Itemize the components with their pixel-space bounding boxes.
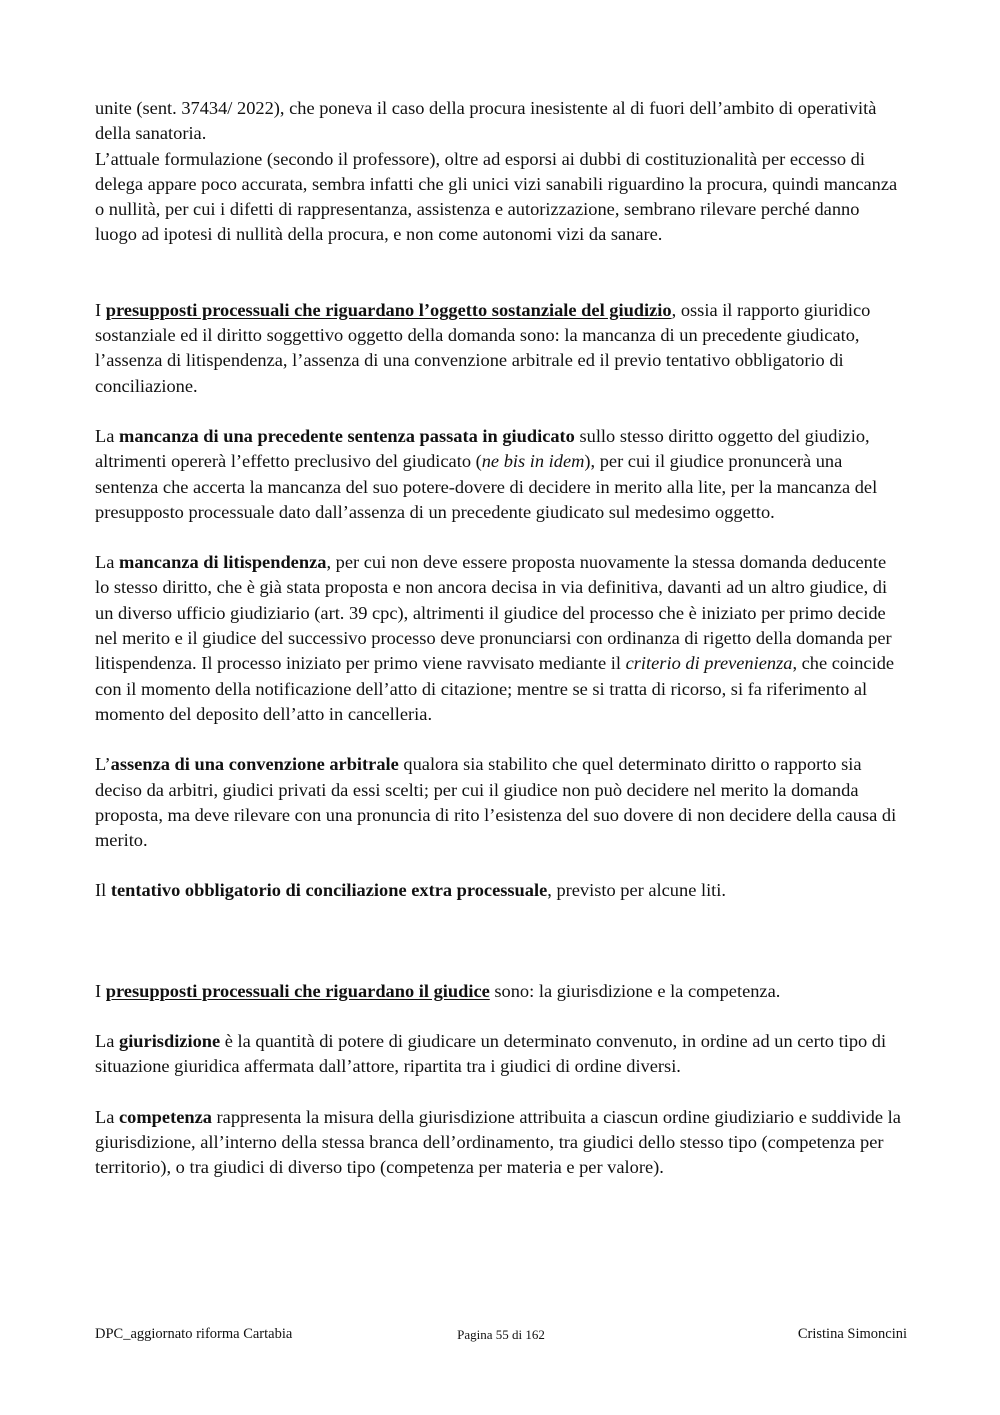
- paragraph-text: , che coincide con il momento della notificazione dell’atto di citazione; mentre se si tratta di ricorso, si fa riferimento al momento del deposito dell’atto in cancelleria.: [95, 653, 895, 724]
- paragraph-presupposti-oggetto: [95, 298, 905, 399]
- paragraph-text: , ossia il rapporto giuridico sostanziale ed il diritto soggettivo oggetto della domanda sono: la mancanza di un precedente giudicato, l’assenza di litispendenza, l’assenza di una convenzione arbitrale ed il previo tentativo obbligatorio di conciliazione.: [95, 299, 871, 396]
- bold-term: mancanza di una precedente sentenza passata in giudicato: [119, 425, 575, 446]
- paragraph-text: La: [95, 1106, 119, 1127]
- footer-document-title: DPC_aggiornato riforma Cartabia: [95, 1326, 293, 1342]
- paragraph-text: è la quantità di potere di giudicare un determinato convenuto, in ordine ad un certo tipo di situazione giuridica affermata dall’attore, ripartita tra i giudici di ordine diversi.: [95, 1031, 887, 1077]
- section-heading-giudice: presupposti processuali che riguardano il giudice: [105, 980, 490, 1001]
- paragraph-text: Il: [95, 880, 111, 901]
- italic-term: criterio di prevenienza: [625, 653, 793, 674]
- paragraph-current-formulation: [95, 147, 905, 248]
- italic-term: ne bis in idem: [481, 451, 585, 472]
- paragraph-text: La: [95, 1031, 119, 1052]
- paragraph-sanatoria-ruling: [95, 96, 905, 147]
- paragraph-text: rappresenta la misura della giurisdizione attribuita a ciascun ordine giudiziario e suddivide la giurisdizione, all’interno della stessa branca dell’ordinamento, tra giudici dello stesso tipo (competenza per territorio), o tra giudici di diverso tipo (competenza per materia e per valore).: [95, 1106, 901, 1178]
- paragraph-text: L’: [95, 754, 111, 775]
- bold-term: tentativo obbligatorio di conciliazione extra processuale: [110, 880, 548, 901]
- page-body: [95, 96, 905, 1181]
- paragraph-text: La: [95, 552, 119, 573]
- paragraph-conciliazione: [95, 878, 905, 903]
- footer-author: Cristina Simoncini: [797, 1326, 907, 1342]
- paragraph-text: , per cui non deve essere proposta nuovamente la stessa domanda deducente lo stesso diritto, che è già stata proposta e non ancora decisa in via definitiva, davanti ad un altro giudice, di un diverso ufficio giudiziario (art. 39 cpc), altrimenti il giudice del processo che è iniziato per primo decide nel merito e il giudice del successivo processo deve pronunciarsi con ordinanza di rigetto della domanda per litispendenza. Il processo iniziato per primo viene ravvisato mediante il: [95, 552, 892, 674]
- paragraph-text: , previsto per alcune liti.: [547, 880, 726, 901]
- bold-term: competenza: [119, 1106, 212, 1127]
- paragraph-text: L’attuale formulazione (secondo il professore), oltre ad esporsi ai dubbi di costituzionalità per eccesso di delega appare poco accurata, sembra infatti che gli unici vizi sanabili riguardino la procura, quindi mancanza o nullità, per cui i difetti di rappresentanza, assistenza e autorizzazione, sembrano rilevare perché danno luogo ad ipotesi di nullità della procura, e non come autonomi vizi da sanare.: [95, 148, 898, 245]
- bold-term: assenza di una convenzione arbitrale: [110, 754, 399, 775]
- paragraph-text: I: [95, 299, 106, 320]
- paragraph-convenzione-arbitrale: [95, 752, 905, 853]
- paragraph-giudicato: [95, 424, 905, 525]
- paragraph-text: La: [95, 425, 119, 446]
- paragraph-presupposti-giudice: [95, 979, 905, 1004]
- paragraph-giurisdizione: [95, 1029, 905, 1080]
- paragraph-text: unite (sent. 37434/ 2022), che poneva il caso della procura inesistente al di fuori dell’ambito di operatività della sanatoria.: [95, 98, 877, 144]
- paragraph-text: I: [95, 980, 106, 1001]
- bold-term: mancanza di litispendenza: [119, 552, 327, 573]
- paragraph-text: sullo stesso diritto oggetto del giudizio, altrimenti opererà l’effetto preclusivo del giudicato (: [95, 425, 870, 472]
- paragraph-text: qualora sia stabilito che quel determinato diritto o rapporto sia deciso da arbitri, giudici privati da essi scelti; per cui il giudice non può decidere nel merito la domanda proposta, ma deve rilevare con una pronuncia di rito l’esistenza del suo dovere di non decidere della causa di merito.: [95, 754, 897, 851]
- paragraph-text: ), per cui il giudice pronuncerà una sentenza che accerta la mancanza del suo potere-dovere di decidere in merito alla lite, per la mancanza del presupposto processuale dato dall’assenza di un precedente giudicato sul medesimo oggetto.: [95, 451, 878, 522]
- paragraph-competenza: [95, 1105, 905, 1181]
- footer-page-number: Pagina 55 di 162: [457, 1327, 545, 1342]
- page-footer: [95, 1326, 907, 1346]
- paragraph-litispendenza: [95, 550, 905, 727]
- bold-term: giurisdizione: [119, 1031, 221, 1052]
- paragraph-text: sono: la giurisdizione e la competenza.: [489, 980, 781, 1001]
- section-heading-oggetto: presupposti processuali che riguardano l’oggetto sostanziale del giudizio: [105, 299, 672, 320]
